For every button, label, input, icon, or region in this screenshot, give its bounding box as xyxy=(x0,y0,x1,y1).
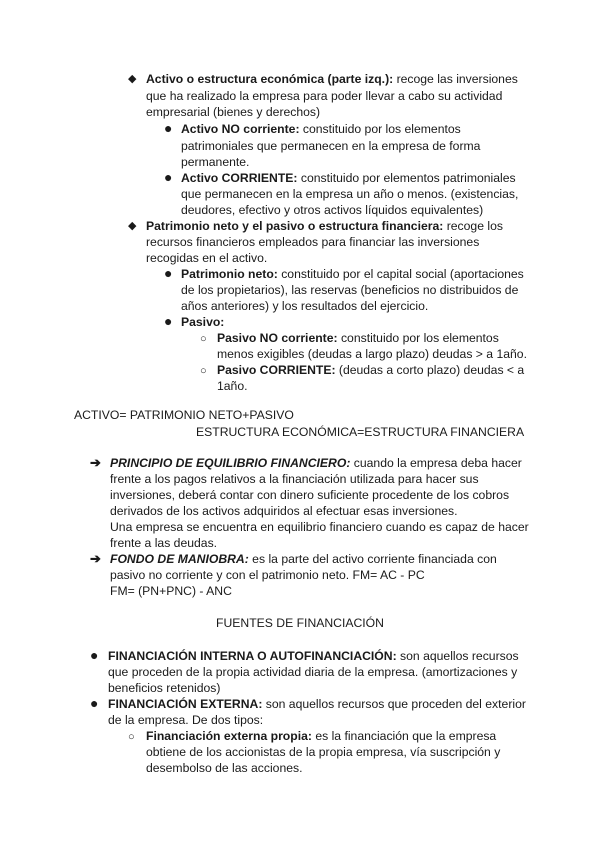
fuentes-title: FUENTES DE FINANCIACIÓN xyxy=(216,616,384,630)
arrow-bullet-icon: ➔ xyxy=(90,551,101,566)
activo-corriente-line-3: deudores, efectivo y otros activos líquidos equivalentes) xyxy=(181,203,484,217)
fondo-line-2: pasivo no corriente y con el patrimonio neto. FM= AC - PC xyxy=(110,568,425,582)
externa-line-2: de la empresa. De dos tipos: xyxy=(108,713,264,727)
dot-bullet-icon: ● xyxy=(90,647,99,663)
pasivo-no-corriente-text: constituido por los elementos xyxy=(337,331,499,345)
circle-bullet-icon: ○ xyxy=(128,731,135,743)
pasivo-line-2: recursos financieros empleados para financiar las inversiones xyxy=(146,235,480,249)
dot-bullet-icon: ● xyxy=(164,313,173,329)
principio-line-4: derivados de los activos adquiridos al efectuar esas inversiones. xyxy=(110,504,458,518)
dot-bullet-icon: ● xyxy=(164,120,173,136)
fondo-text: es la parte del activo corriente financiada con xyxy=(248,552,497,566)
diamond-bullet-icon: ◆ xyxy=(128,220,137,232)
activo-corriente-line-2: que permanecen en la empresa un año o menos. (existencias, xyxy=(181,187,519,201)
fondo-line-3: FM= (PN+PNC) - ANC xyxy=(110,584,232,598)
circle-bullet-icon: ○ xyxy=(200,333,207,345)
pasivo-corriente-line-2: 1año. xyxy=(217,379,248,393)
patrimonio-neto-text: constituido por el capital social (aportaciones xyxy=(277,267,524,281)
pasivo-no-corriente-line-1 xyxy=(217,330,499,347)
pasivo-line-3: recogidas en el activo. xyxy=(146,251,268,265)
pasivo-line-1 xyxy=(146,218,503,235)
externa-text: son aquellos recursos que proceden del exterior xyxy=(262,697,526,711)
activo-corriente-text: constituido por elementos patrimoniales xyxy=(297,171,516,185)
patrimonio-neto-line-1 xyxy=(181,266,524,283)
pasivo-no-corriente-heading: Pasivo NO corriente: xyxy=(217,331,338,345)
diamond-bullet-icon: ◆ xyxy=(128,73,137,85)
patrimonio-neto-line-3: años anteriores) y los resultados del ejercicio. xyxy=(181,299,429,313)
externa-propia-line-3: desembolso de las acciones. xyxy=(146,761,303,775)
principio-line-3: inversiones, deberá contar con dinero suficiente procedente de los cobros xyxy=(110,488,510,502)
externa-propia-line-1 xyxy=(146,728,496,745)
activo-no-corriente-line-3: permanente. xyxy=(181,155,250,169)
activo-no-corriente-heading: Activo NO corriente: xyxy=(181,122,300,136)
dot-bullet-icon: ● xyxy=(164,169,173,185)
externa-propia-line-2: obtiene de los accionistas de la propia empresa, vía suscripción y xyxy=(146,745,501,759)
interna-line-3: beneficios retenidos) xyxy=(108,681,221,695)
activo-line-3: empresarial (bienes y derechos) xyxy=(146,105,321,119)
activo-corriente-line-1 xyxy=(181,170,516,187)
externa-heading: FINANCIACIÓN EXTERNA: xyxy=(108,697,263,711)
equation-activo: ACTIVO= PATRIMONIO NETO+PASIVO xyxy=(74,408,294,422)
fondo-line-1 xyxy=(110,551,497,568)
interna-line-2: que proceden de la propia actividad diaria de la empresa. (amortizaciones y xyxy=(108,665,518,679)
pasivo-corriente-text: (deudas a corto plazo) deudas < a xyxy=(335,363,525,377)
fondo-heading: FONDO DE MANIOBRA: xyxy=(110,552,249,566)
activo-no-corriente-line-1 xyxy=(181,121,461,138)
externa-propia-heading: Financiación externa propia: xyxy=(146,729,312,743)
activo-line-2: que ha realizado la empresa para poder llevar a cabo su actividad xyxy=(146,89,503,103)
pasivo-subheading-line xyxy=(181,314,224,331)
pasivo-subheading: Pasivo: xyxy=(181,315,225,329)
patrimonio-neto-heading: Patrimonio neto: xyxy=(181,267,278,281)
patrimonio-neto-line-2: de los propietarios), las reservas (beneficios no distribuidos de xyxy=(181,283,519,297)
principio-heading: PRINCIPIO DE EQUILIBRIO FINANCIERO: xyxy=(110,456,351,470)
externa-line-1 xyxy=(108,696,526,713)
pasivo-corriente-heading: Pasivo CORRIENTE: xyxy=(217,363,336,377)
activo-heading: Activo o estructura económica (parte izq.): xyxy=(146,72,394,86)
pasivo-text: recoge los xyxy=(443,219,503,233)
circle-bullet-icon: ○ xyxy=(200,365,207,377)
interna-text: son aquellos recursos xyxy=(396,649,519,663)
activo-line-1 xyxy=(146,71,518,88)
activo-no-corriente-line-2: patrimoniales que permanecen en la empresa de forma xyxy=(181,139,481,153)
activo-no-corriente-text: constituido por los elementos xyxy=(299,122,461,136)
interna-heading: FINANCIACIÓN INTERNA O AUTOFINANCIACIÓN: xyxy=(108,649,397,663)
dot-bullet-icon: ● xyxy=(90,695,99,711)
principio-line-2: frente a los pagos relativos a la financiación utilizada para hacer sus xyxy=(110,472,479,486)
pasivo-heading: Patrimonio neto y el pasivo o estructura financiera: xyxy=(146,219,444,233)
interna-line-1 xyxy=(108,648,519,665)
equation-estructura: ESTRUCTURA ECONÓMICA=ESTRUCTURA FINANCIERA xyxy=(196,425,525,439)
principio-line-5: Una empresa se encuentra en equilibrio financiero cuando es capaz de hacer xyxy=(110,520,529,534)
pasivo-corriente-line-1 xyxy=(217,362,524,379)
externa-propia-text: es la financiación que la empresa xyxy=(311,729,497,743)
arrow-bullet-icon: ➔ xyxy=(90,455,101,470)
principio-text: cuando la empresa deba hacer xyxy=(350,456,522,470)
activo-corriente-heading: Activo CORRIENTE: xyxy=(181,171,298,185)
principio-line-6: frente a las deudas. xyxy=(110,536,218,550)
principio-line-1 xyxy=(110,455,522,472)
dot-bullet-icon: ● xyxy=(164,265,173,281)
activo-text: recoge las inversiones xyxy=(393,72,518,86)
pasivo-no-corriente-line-2: menos exigibles (deudas a largo plazo) deudas > a 1año. xyxy=(217,347,527,361)
